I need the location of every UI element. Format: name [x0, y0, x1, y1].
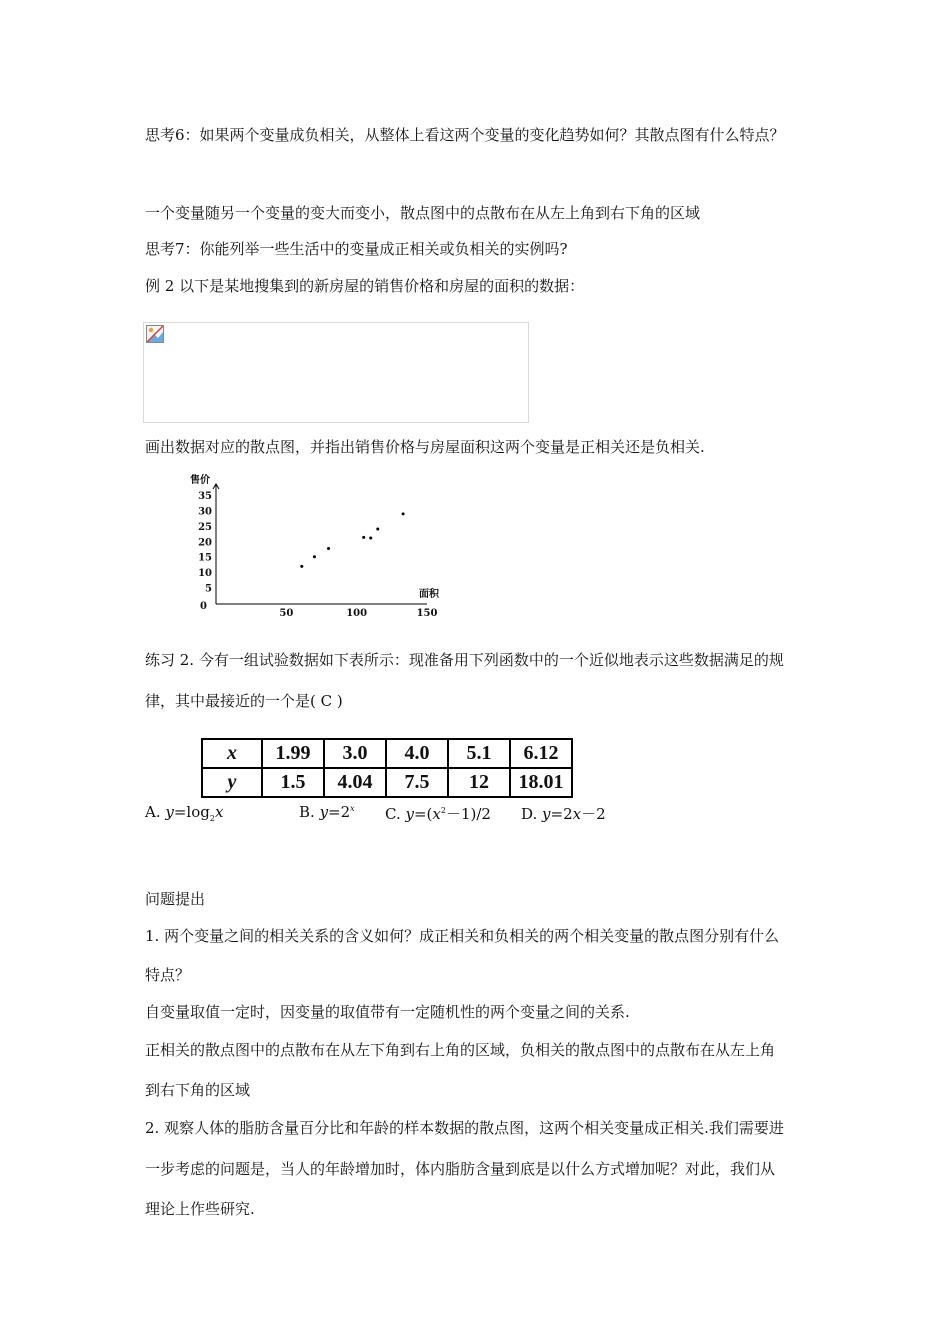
- question-section-title: 问题提出: [145, 890, 206, 908]
- table-header-y: y: [202, 768, 262, 797]
- table-header-x: x: [202, 739, 262, 768]
- question-2-line-2: 一步考虑的问题是，当人的年龄增加时，体内脂肪含量到底是以什么方式增加呢？对此，我们从: [145, 1160, 776, 1178]
- question-2-line-1: 2. 观察人体的脂肪含量百分比和年龄的样本数据的散点图，这两个相关变量成正相关.我们需要进: [145, 1119, 784, 1137]
- question-1-line-2: 特点？: [145, 966, 191, 984]
- y-tick-label: 20: [198, 537, 212, 549]
- think-7-question: 思考7：你能列举一些生活中的变量成正相关或负相关的实例吗?: [145, 240, 568, 258]
- data-point: [327, 547, 330, 550]
- x-tick-label: 100: [346, 608, 368, 619]
- table-cell: 7.5: [386, 768, 448, 797]
- table-cell: 4.04: [324, 768, 386, 797]
- scatter-chart: [185, 474, 450, 622]
- y-tick-label: 15: [198, 552, 212, 564]
- x-tick-label: 150: [416, 608, 438, 619]
- table-cell: 18.01: [510, 768, 572, 797]
- table-cell: 1.5: [262, 768, 324, 797]
- draw-instruction: 画出数据对应的散点图，并指出销售价格与房屋面积这两个变量是正相关还是负相关.: [145, 438, 705, 456]
- answer-2-line-2: 到右下角的区域: [145, 1081, 251, 1099]
- exercise-2-line-2: 律，其中最接近的一个是( C ): [145, 692, 343, 710]
- table-cell: 12: [448, 768, 510, 797]
- exercise-2-line-1: 练习 2. 今有一组试验数据如下表所示：现准备用下列函数中的一个近似地表示这些数据满足的规: [145, 651, 784, 669]
- table-cell: 6.12: [510, 739, 572, 768]
- option-b: B. $y=2^x$: [299, 803, 355, 821]
- data-point: [376, 528, 379, 531]
- y-tick-label: 10: [198, 568, 212, 580]
- x-tick-label: 50: [279, 608, 294, 619]
- y-axis-label: 售价: [190, 475, 210, 486]
- question-2-line-3: 理论上作些研究.: [145, 1200, 255, 1218]
- origin-label: 0: [200, 601, 207, 612]
- x-axis-label: 面积: [419, 589, 439, 600]
- example-2-text: 例 2 以下是某地搜集到的新房屋的销售价格和房屋的面积的数据：: [145, 277, 585, 295]
- table-cell: 5.1: [448, 739, 510, 768]
- broken-image-icon: [146, 325, 164, 343]
- data-point: [362, 536, 365, 539]
- answer-1-text: 自变量取值一定时，因变量的取值带有一定随机性的两个变量之间的关系.: [145, 1003, 630, 1021]
- y-tick-label: 30: [198, 506, 212, 518]
- option-c: C. $y=(x^2-1)/2$: [385, 805, 491, 823]
- y-tick-label: 25: [198, 521, 212, 533]
- data-point: [300, 565, 303, 568]
- y-tick-label: 35: [198, 491, 212, 502]
- think-6-answer: 一个变量随另一个变量的变大而变小，散点图中的点散布在从左上角到右下角的区域: [145, 204, 701, 222]
- question-1-line-1: 1. 两个变量之间的相关关系的含义如何？成正相关和负相关的两个相关变量的散点图分别有什么: [145, 927, 780, 945]
- table-cell: 3.0: [324, 739, 386, 768]
- answer-2-line-1: 正相关的散点图中的点散布在从左下角到右上角的区域，负相关的散点图中的点散布在从左上角: [145, 1041, 776, 1059]
- y-tick-label: 5: [205, 583, 212, 595]
- data-point: [313, 555, 316, 558]
- data-point: [402, 512, 405, 515]
- missing-data-image: [143, 322, 529, 423]
- data-table: [201, 738, 573, 798]
- table-cell: 1.99: [262, 739, 324, 768]
- table-cell: 4.0: [386, 739, 448, 768]
- table-row-y: [202, 768, 572, 797]
- option-a: A. $y=\log_2x$: [145, 803, 224, 823]
- table-row-x: [202, 739, 572, 768]
- think-6-question: 思考6：如果两个变量成负相关，从整体上看这两个变量的变化趋势如何？其散点图有什么特点？: [145, 126, 785, 144]
- data-point: [369, 536, 372, 539]
- option-d: D. y=2x－2: [521, 805, 606, 823]
